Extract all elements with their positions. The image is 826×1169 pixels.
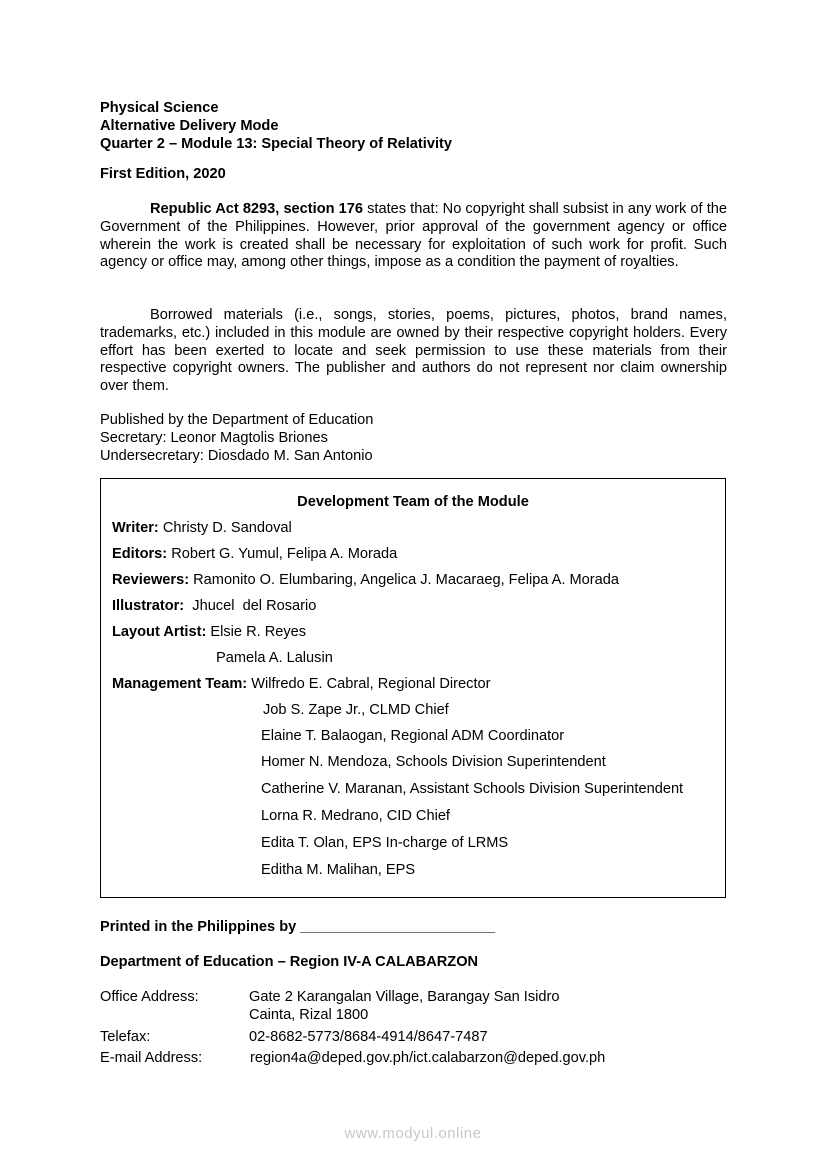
layout-artist-name: Pamela A. Lalusin <box>216 650 333 666</box>
watermark: www.modyul.online <box>344 1125 482 1142</box>
management-label: Management Team: <box>112 676 248 692</box>
management-member: Lorna R. Medrano, CID Chief <box>261 808 450 824</box>
management-member: Job S. Zape Jr., CLMD Chief <box>263 702 449 718</box>
editors-label: Editors: <box>112 546 168 562</box>
office-address: Gate 2 Karangalan Village, Barangay San Isidro <box>249 989 560 1005</box>
law-text: states that: No copyright shall subsist in any work of the Government of the Philippines. However, prior approval of the government agency or office wherein the work is created shall be necessary for exploitation of such work for profit. Such agency or office may, among other things, impose as a condition the payment of royalties. <box>100 201 727 271</box>
reviewers-names: Ramonito O. Elumbaring, Angelica J. Macaraeg, Felipa A. Morada <box>189 572 619 588</box>
management-member: Homer N. Mendoza, Schools Division Superintendent <box>261 754 606 770</box>
management-member: Catherine V. Maranan, Assistant Schools Division Superintendent <box>261 781 684 797</box>
reviewers-label: Reviewers: <box>112 572 190 588</box>
department-region: Department of Education – Region IV-A CALABARZON <box>100 954 479 970</box>
module-title: Quarter 2 – Module 13: Special Theory of Relativity <box>100 136 452 152</box>
illustrator-name: Jhucel del Rosario <box>184 598 317 614</box>
writer-row <box>112 519 292 537</box>
copyright-paragraph <box>100 201 727 272</box>
layout-artist-label: Layout Artist: <box>112 624 207 640</box>
development-team-box <box>100 478 726 898</box>
management-row <box>112 675 490 693</box>
edition: First Edition, 2020 <box>100 166 226 182</box>
office-address-line2: Cainta, Rizal 1800 <box>249 1007 369 1023</box>
telefax-number: 02-8682-5773/8684-4914/8647-7487 <box>249 1029 488 1045</box>
illustrator-row <box>112 597 316 615</box>
editors-names: Robert G. Yumul, Felipa A. Morada <box>167 546 398 562</box>
email-address: region4a@deped.gov.ph/ict.calabarzon@deped.gov.ph <box>250 1050 606 1066</box>
layout-artist-row <box>112 623 306 641</box>
reviewers-row <box>112 571 619 589</box>
layout-artist-name: Elsie R. Reyes <box>206 624 307 640</box>
management-member: Elaine T. Balaogan, Regional ADM Coordinator <box>261 728 565 744</box>
subject-title: Physical Science <box>100 100 219 116</box>
secretary: Secretary: Leonor Magtolis Briones <box>100 430 328 446</box>
undersecretary: Undersecretary: Diosdado M. San Antonio <box>100 448 373 464</box>
borrowed-materials-paragraph: Borrowed materials (i.e., songs, stories, poems, pictures, photos, brand names, trademarks, etc.) included in this module are owned by their respective copyright holders. Every effort has been exerted to locate and seek permission to use these materials from their respective copyright owners. The publisher and authors do not represent nor claim ownership over them. <box>100 307 727 395</box>
email-label: E-mail Address: <box>100 1050 203 1066</box>
management-member: Wilfredo E. Cabral, Regional Director <box>247 676 491 692</box>
telefax-label: Telefax: <box>100 1029 151 1045</box>
delivery-mode: Alternative Delivery Mode <box>100 118 279 134</box>
writer-label: Writer: <box>112 520 159 536</box>
contact-block <box>100 988 727 1068</box>
office-label: Office Address: <box>100 989 199 1005</box>
printed-by: Printed in the Philippines by ________________________ <box>100 919 496 935</box>
management-member: Edita T. Olan, EPS In-charge of LRMS <box>261 835 509 851</box>
law-reference: Republic Act 8293, section 176 <box>150 201 363 217</box>
illustrator-label: Illustrator: <box>112 598 185 614</box>
team-heading: Development Team of the Module <box>297 494 529 510</box>
editors-row <box>112 545 397 563</box>
management-member: Editha M. Malihan, EPS <box>261 862 416 878</box>
published-by: Published by the Department of Education <box>100 412 374 428</box>
writer-name: Christy D. Sandoval <box>158 520 292 536</box>
